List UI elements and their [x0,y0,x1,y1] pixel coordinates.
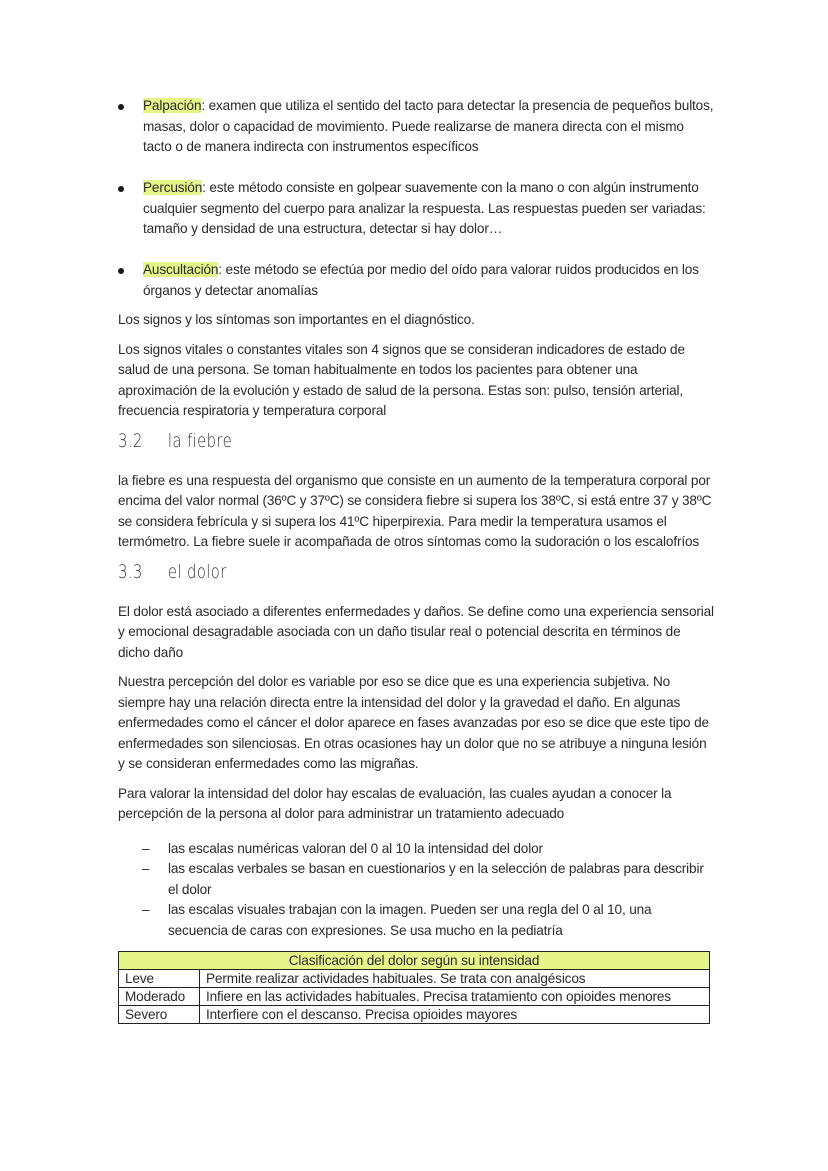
list-item-percusion [118,178,714,240]
section-heading-dolor [118,562,583,586]
paragraph-dolor-definicion: El dolor está asociado a diferentes enfermedades y daños. Se define como una experiencia sensorial y emocional desagradable asociada con un daño tisular real o potencial descrita en términos de dicho daño [118,603,714,660]
scale-description: las escalas numéricas valoran del 0 al 10 la intensidad del dolor [168,840,543,856]
table-row [119,970,710,988]
pain-description-cell: Permite realizar actividades habituales. Se trata con analgésicos [200,970,710,988]
pain-description-cell: Interfiere con el descanso. Precisa opioides mayores [200,1006,710,1024]
document-page [118,96,714,1024]
list-item-escala-verbal [118,859,714,900]
pain-level-cell: Leve [119,970,200,988]
highlighted-term: Palpación [143,98,202,113]
section-number: 3.2 [118,429,143,452]
highlighted-term: Percusión [143,180,203,195]
pain-level-cell: Severo [119,1006,200,1024]
paragraph-fiebre: la fiebre es una respuesta del organismo que consiste en un aumento de la temperatura corporal por encima del valor normal (36ºC y 37ºC) se considera fiebre si supera los 38ºC, si está entre 37 y 38ºC se considera febrícula y si supera los 41ºC hiperpirexia. Para medir la temperatura usamos el termómetro. La fiebre suele ir acompañada de otros síntomas como la sudoración o los escalofríos [118,472,712,549]
list-item-auscultacion [118,260,714,301]
table-row [119,988,710,1006]
pain-level-cell: Moderado [119,988,200,1006]
bullet-icon [118,186,124,192]
table-row [119,1006,710,1024]
table-caption: Clasificación del dolor según su intensidad [119,952,710,970]
scale-description: las escalas visuales trabajan con la imagen. Pueden ser una regla del 0 al 10, una secuencia de caras con expresiones. Se usa mucho en la pediatría [168,902,652,938]
highlighted-term: Auscultación [143,262,219,277]
section-title: la fiebre [167,429,233,452]
bullet-icon [118,268,124,274]
method-description: : este método se efectúa por medio del oído para valorar ruidos producidos en los órganos y detectar anomalías [143,262,699,298]
paragraph-signos-vitales: Los signos vitales o constantes vitales son 4 signos que se consideran indicadores de estado de salud de una persona. Se toman habitualmente en todos los pacientes para obtener una aproximación de la evolución y estado de salud de la persona. Estas son: pulso, tensión arterial, frecuencia respiratoria y temperatura corporal [118,341,685,418]
paragraph-dolor-percepcion: Nuestra percepción del dolor es variable por eso se dice que es una experiencia subjetiva. No siempre hay una relación directa entre la intensidad del dolor y la gravedad el daño. En algunas enfermedades como el cáncer el dolor aparece en fases avanzadas por eso se dice que este tipo de enfermedades son silenciosas. En otras ocasiones hay un dolor que no se atribuye a ninguna lesión y se consideran enfermedades como las migrañas. [118,674,709,771]
exam-methods-list [118,96,714,301]
section-title: el dolor [167,560,227,583]
section-number: 3.3 [118,560,143,583]
list-item-palpacion [118,96,714,158]
pain-classification-table [118,951,710,1024]
table-header-row [119,952,710,970]
paragraph-dolor-escalas: Para valorar la intensidad del dolor hay escalas de evaluación, las cuales ayudan a conocer la percepción de la persona al dolor para administrar un tratamiento adecuado [118,785,672,821]
dash-icon: – [142,902,150,917]
scale-description: las escalas verbales se basan en cuestionarios y en la selección de palabras para describir el dolor [168,861,704,897]
dash-icon: – [142,840,150,856]
dash-icon: – [142,861,150,876]
pain-description-cell: Infiere en las actividades habituales. Precisa tratamiento con opioides menores [200,988,710,1006]
list-item-escala-visual [118,900,714,941]
method-description: : examen que utiliza el sentido del tacto para detectar la presencia de pequeños bultos, masas, dolor o capacidad de movimiento. Puede realizarse de manera directa con el mismo tacto o de manera indirecta con instrumentos específicos [143,98,714,154]
pain-scales-list [118,839,714,942]
bullet-icon [118,104,124,110]
list-item-escala-numerica [118,839,714,860]
method-description: : este método consiste en golpear suavemente con la mano o con algún instrumento cualquier segmento del cuerpo para analizar la respuesta. Las respuestas pueden ser variadas: tamaño y densidad de una estructura, detectar si hay dolor… [143,180,706,236]
section-heading-fiebre [118,431,583,455]
paragraph-signos: Los signos y los síntomas son importantes en el diagnóstico. [118,312,475,327]
